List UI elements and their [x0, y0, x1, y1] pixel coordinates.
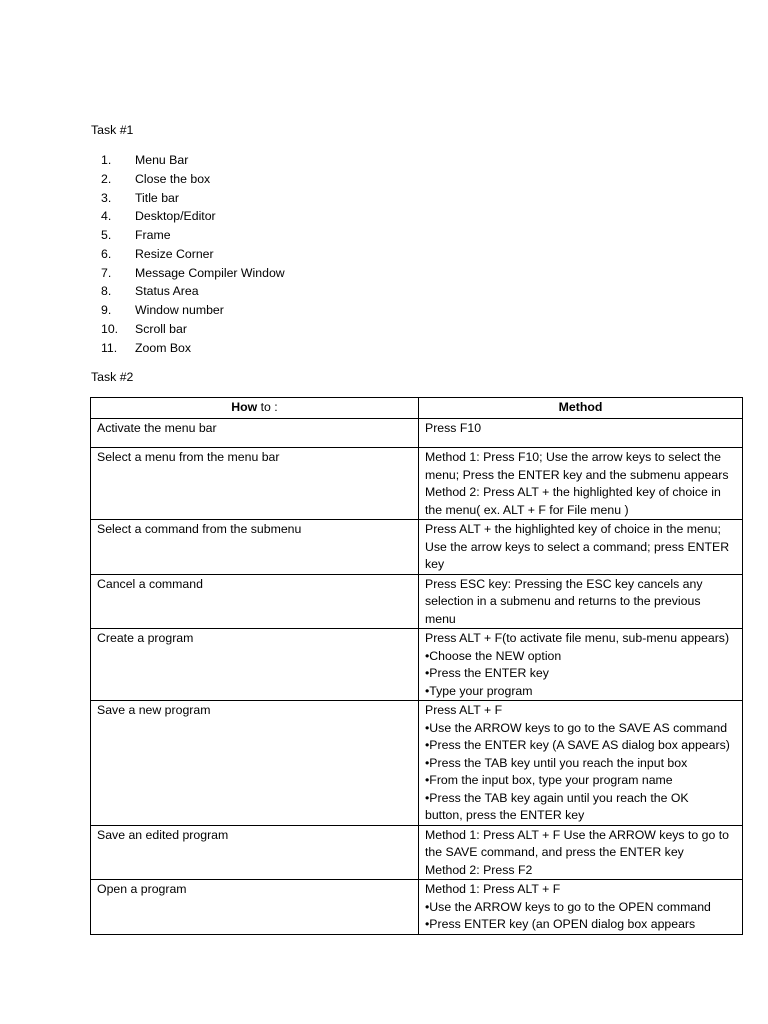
how-to-bold: How [231, 400, 258, 414]
how-to-cell: Activate the menu bar [91, 419, 419, 448]
method-line: menu [425, 611, 456, 626]
method-line: •Press the TAB key again until you reach the OK [425, 790, 689, 805]
method-line: •Press ENTER key (an OPEN dialog box appears [425, 917, 696, 931]
item-label: Scroll bar [135, 321, 187, 336]
how-to-cell: Save an edited program [91, 825, 419, 880]
method-line: selection in a submenu and returns to the previous [425, 594, 701, 608]
item-number: 10. [101, 321, 119, 336]
method-line: key [425, 557, 445, 571]
method-line: Press ALT + F(to activate file menu, sub-menu appears) [425, 631, 730, 645]
method-line: Press F10 [425, 421, 482, 435]
list-item [101, 320, 285, 339]
table-row [91, 880, 743, 935]
item-label: Resize Corner [135, 246, 214, 261]
item-number: 8. [101, 284, 112, 299]
method-line: •Use the ARROW keys to go to the OPEN command [425, 899, 711, 914]
method-line: the menu( ex. ALT + F for File menu ) [425, 502, 629, 517]
item-number: 5. [101, 228, 112, 242]
list-item [101, 301, 285, 320]
item-label: Status Area [135, 284, 199, 299]
how-to-cell: Create a program [91, 629, 419, 701]
method-line: Press ESC key: Pressing the ESC key cancels any [425, 576, 703, 591]
item-label: Title bar [135, 190, 179, 205]
how-to-cell: Select a menu from the menu bar [91, 448, 419, 520]
table-row [91, 629, 743, 701]
list-item [101, 170, 285, 189]
method-line: •Use the ARROW keys to go to the SAVE AS command [425, 720, 728, 735]
list-item [101, 245, 285, 264]
column-header-how-to [91, 398, 419, 419]
item-number: 6. [101, 246, 112, 261]
method-cell [419, 574, 743, 629]
table-header-row [91, 398, 743, 419]
item-label: Close the box [135, 171, 211, 186]
task-1-heading: Task #1 [91, 123, 134, 137]
how-to-rest: to : [257, 400, 278, 414]
item-number: 7. [101, 265, 112, 280]
how-to-cell: Open a program [91, 880, 419, 935]
item-number: 1. [101, 153, 112, 167]
item-label: Menu Bar [135, 153, 189, 167]
item-label: Zoom Box [135, 340, 192, 355]
method-line: Method 2: Press ALT + the highlighted key of choice in [425, 485, 721, 499]
method-line: •Type your program [425, 683, 533, 698]
method-line: Press ALT + F [425, 703, 503, 717]
list-item [101, 264, 285, 283]
how-to-cell: Cancel a command [91, 574, 419, 629]
list-item [101, 226, 285, 245]
item-label: Message Compiler Window [135, 265, 285, 280]
method-line: Method 1: Press ALT + F [425, 882, 561, 896]
how-to-table [90, 397, 743, 935]
how-to-cell: Save a new program [91, 701, 419, 826]
method-line: Method 1: Press ALT + F Use the ARROW keys to go to [425, 827, 730, 842]
method-cell [419, 880, 743, 935]
method-line: Press ALT + the highlighted key of choice in the menu; [425, 522, 721, 536]
item-number: 9. [101, 303, 112, 317]
table-row [91, 825, 743, 880]
task-1-list [101, 151, 285, 357]
method-cell [419, 419, 743, 448]
item-label: Desktop/Editor [135, 209, 216, 224]
task-2-heading: Task #2 [91, 370, 134, 384]
item-number: 3. [101, 190, 112, 205]
method-header-label: Method [558, 400, 603, 414]
method-cell [419, 448, 743, 520]
item-number: 2. [101, 171, 112, 186]
item-label: Window number [135, 303, 224, 317]
method-cell [419, 701, 743, 826]
method-line: •Press the ENTER key [425, 666, 549, 680]
method-line: the SAVE command, and press the ENTER key [425, 845, 684, 859]
method-line: Method 1: Press F10; Use the arrow keys to select the [425, 450, 721, 464]
method-cell [419, 825, 743, 880]
list-item [101, 189, 285, 208]
method-cell [419, 629, 743, 701]
method-line: button, press the ENTER key [425, 808, 585, 822]
item-number: 11. [101, 340, 118, 355]
method-line: Use the arrow keys to select a command; press ENTER [425, 539, 730, 554]
method-line: •From the input box, type your program name [425, 773, 673, 787]
method-line: •Press the ENTER key (A SAVE AS dialog box appears) [425, 738, 730, 752]
list-item [101, 207, 285, 226]
method-line: Method 2: Press F2 [425, 862, 533, 877]
column-header-method [419, 398, 743, 419]
table-row [91, 574, 743, 629]
method-cell [419, 520, 743, 575]
table-row [91, 520, 743, 575]
how-to-cell: Select a command from the submenu [91, 520, 419, 575]
method-line: •Press the TAB key until you reach the input box [425, 755, 688, 770]
table-row [91, 448, 743, 520]
item-label: Frame [135, 228, 171, 242]
list-item [101, 151, 285, 170]
method-line: menu; Press the ENTER key and the submenu appears [425, 467, 729, 482]
item-number: 4. [101, 209, 112, 224]
table-row [91, 701, 743, 826]
list-item [101, 282, 285, 301]
table-row [91, 419, 743, 448]
method-line: •Choose the NEW option [425, 648, 562, 663]
list-item [101, 339, 285, 358]
